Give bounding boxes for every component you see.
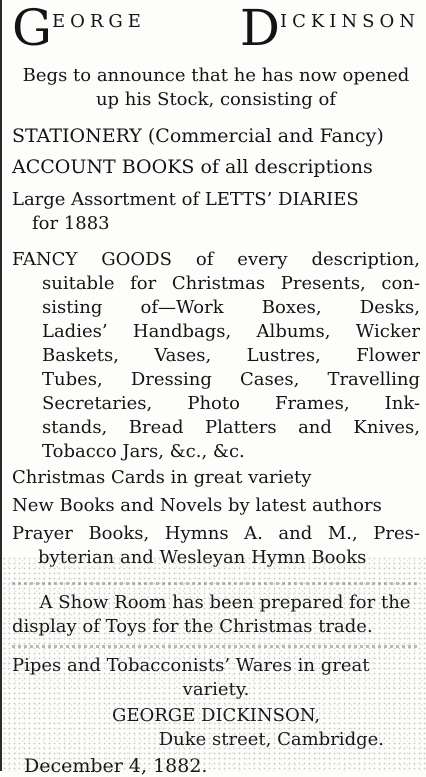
- diaries-block: [12, 188, 420, 236]
- signature-address: Duke street, Cambridge.: [158, 729, 384, 750]
- last-name-initial: D: [239, 0, 280, 57]
- fancy-goods-line: stands, Bread Platters and Knives,: [42, 417, 420, 438]
- fancy-goods-line: Secretaries, Photo Frames, Ink-: [42, 393, 420, 414]
- section-divider: [12, 582, 420, 585]
- account-books-line: ACCOUNT BOOKS of all descriptions: [12, 156, 373, 178]
- fancy-goods-block: [12, 248, 420, 464]
- prayer-books-block: [12, 522, 420, 570]
- fancy-goods-line: Baskets, Vases, Lustres, Flower: [42, 345, 420, 366]
- advertisement-date: December 4, 1882.: [24, 755, 208, 777]
- last-name-rest: ICKINSON: [279, 11, 420, 32]
- fancy-goods-line: suitable for Christmas Presents, con-: [42, 273, 420, 294]
- intro-line: up his Stock, consisting of: [95, 89, 337, 110]
- prayer-books-line: Prayer Books, Hymns A. and M., Pres-: [12, 523, 420, 544]
- show-room-block: [12, 591, 420, 639]
- intro-line: Begs to announce that he has now opened: [22, 65, 410, 86]
- fancy-goods-line: Ladies’ Handbags, Albums, Wicker: [42, 321, 420, 342]
- signature-block: [12, 704, 420, 752]
- fancy-goods-line: Tubes, Dressing Cases, Travelling: [42, 369, 420, 390]
- signature-name: GEORGE DICKINSON,: [111, 705, 321, 726]
- intro-text: [12, 64, 420, 112]
- fancy-goods-line: sisting of—Work Boxes, Desks,: [42, 297, 420, 318]
- first-name: [12, 0, 146, 57]
- pipes-line: Pipes and Tobacconists’ Wares in great: [12, 655, 370, 676]
- fancy-goods-line: Tobacco Jars, &c., &c.: [42, 441, 245, 462]
- last-name: [239, 0, 420, 57]
- christmas-cards-line: Christmas Cards in great variety: [12, 467, 312, 488]
- show-room-line: display of Toys for the Christmas trade.: [12, 616, 373, 637]
- section-divider: [12, 645, 420, 648]
- pipes-block: [12, 654, 420, 702]
- first-name-rest: EORGE: [51, 11, 146, 32]
- diaries-line: Large Assortment of LETTS’ DIARIES: [12, 189, 359, 210]
- diaries-line: for 1883: [32, 213, 110, 234]
- prayer-books-line: byterian and Wesleyan Hymn Books: [38, 547, 367, 568]
- stationery-line: STATIONERY (Commercial and Fancy): [12, 125, 384, 147]
- advertiser-name-header: [12, 0, 420, 64]
- new-books-line: New Books and Novels by latest authors: [12, 495, 382, 516]
- show-room-line: A Show Room has been prepared for the: [39, 592, 411, 613]
- pipes-line: variety.: [182, 679, 250, 700]
- first-name-initial: G: [12, 0, 52, 57]
- fancy-goods-line: FANCY GOODS of every description,: [12, 249, 420, 270]
